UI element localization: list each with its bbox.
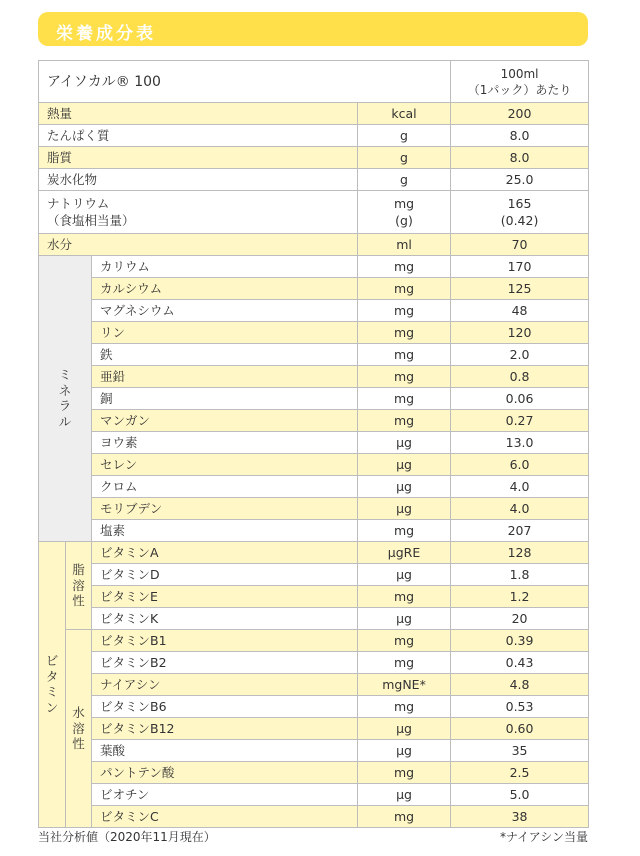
table-row	[39, 696, 589, 718]
nutrient-value: 6.0	[451, 454, 589, 476]
nutrient-unit: μg	[358, 454, 451, 476]
nutrient-value: 165 (0.42)	[451, 191, 589, 234]
nutrient-unit: μg	[358, 564, 451, 586]
nutrient-name: ビタミンC	[92, 806, 358, 828]
nutrient-name: クロム	[92, 476, 358, 498]
nutrient-value: 0.60	[451, 718, 589, 740]
nutrient-value: 1.8	[451, 564, 589, 586]
table-row	[39, 344, 589, 366]
table-row	[39, 740, 589, 762]
nutrient-unit: g	[358, 147, 451, 169]
nutrient-value: 48	[451, 300, 589, 322]
nutrient-name: ビタミンB6	[92, 696, 358, 718]
nutrient-unit: mg	[358, 278, 451, 300]
serving-size: 100ml （1パック）あたり	[451, 61, 589, 103]
nutrient-unit: mg	[358, 630, 451, 652]
nutrient-name: 鉄	[92, 344, 358, 366]
nutrient-name: ナトリウム （食塩相当量）	[39, 191, 358, 234]
section-title: 栄養成分表	[56, 24, 156, 44]
mineral-category: ミネラル	[39, 256, 92, 542]
nutrient-name: セレン	[92, 454, 358, 476]
table-row	[39, 564, 589, 586]
nutrient-unit: mg	[358, 806, 451, 828]
nutrient-unit: mg	[358, 322, 451, 344]
nutrient-name: 熱量	[39, 103, 358, 125]
table-row	[39, 103, 589, 125]
nutrient-name: たんぱく質	[39, 125, 358, 147]
nutrient-unit: mg	[358, 520, 451, 542]
nutrient-unit: mg	[358, 762, 451, 784]
nutrient-name: 銅	[92, 388, 358, 410]
nutrient-unit: μg	[358, 740, 451, 762]
nutrient-name: ヨウ素	[92, 432, 358, 454]
nutrient-value: 200	[451, 103, 589, 125]
nutrient-unit: mg	[358, 410, 451, 432]
nutrient-value: 128	[451, 542, 589, 564]
nutrient-unit: mg	[358, 344, 451, 366]
nutrient-value: 5.0	[451, 784, 589, 806]
table-row	[39, 432, 589, 454]
nutrient-value: 4.0	[451, 476, 589, 498]
table-row	[39, 234, 589, 256]
nutrient-name: ビタミンB2	[92, 652, 358, 674]
table-row	[39, 608, 589, 630]
nutrient-value: 1.2	[451, 586, 589, 608]
table-row	[39, 322, 589, 344]
nutrient-unit: g	[358, 125, 451, 147]
nutrient-value: 125	[451, 278, 589, 300]
table-row	[39, 169, 589, 191]
table-row	[39, 388, 589, 410]
niacin-footnote: *ナイアシン当量	[499, 830, 588, 844]
table-row	[39, 278, 589, 300]
section-header	[38, 12, 588, 46]
nutrient-name: マグネシウム	[92, 300, 358, 322]
nutrient-value: 0.43	[451, 652, 589, 674]
fat-soluble-category: 脂溶性	[66, 542, 92, 630]
nutrient-value: 20	[451, 608, 589, 630]
nutrient-value: 4.0	[451, 498, 589, 520]
vitamin-category: ビタミン	[39, 542, 66, 828]
nutrient-name: 亜鉛	[92, 366, 358, 388]
analysis-note: 当社分析値（2020年11月現在）	[38, 830, 216, 844]
table-row	[39, 125, 589, 147]
nutrient-unit: mg	[358, 652, 451, 674]
nutrient-unit: mgNE*	[358, 674, 451, 696]
nutrient-value: 25.0	[451, 169, 589, 191]
table-row	[39, 300, 589, 322]
table-row	[39, 191, 589, 234]
nutrient-name: パントテン酸	[92, 762, 358, 784]
table-header-row	[39, 61, 589, 103]
nutrient-unit: ml	[358, 234, 451, 256]
table-row	[39, 806, 589, 828]
table-row	[39, 476, 589, 498]
nutrient-name: ビタミンB1	[92, 630, 358, 652]
nutrient-value: 0.06	[451, 388, 589, 410]
nutrient-unit: mg	[358, 388, 451, 410]
nutrient-unit: μg	[358, 608, 451, 630]
nutrient-unit: μg	[358, 718, 451, 740]
nutrient-name: 葉酸	[92, 740, 358, 762]
table-row	[39, 256, 589, 278]
nutrient-value: 0.39	[451, 630, 589, 652]
nutrient-name: ビタミンK	[92, 608, 358, 630]
nutrient-unit: μgRE	[358, 542, 451, 564]
table-row	[39, 498, 589, 520]
nutrient-name: カリウム	[92, 256, 358, 278]
table-row	[39, 410, 589, 432]
nutrient-value: 0.53	[451, 696, 589, 718]
nutrient-value: 35	[451, 740, 589, 762]
nutrient-unit: mg	[358, 256, 451, 278]
nutrient-name: ビタミンE	[92, 586, 358, 608]
nutrient-name: ビタミンB12	[92, 718, 358, 740]
nutrient-name: リン	[92, 322, 358, 344]
nutrient-value: 120	[451, 322, 589, 344]
nutrient-unit: g	[358, 169, 451, 191]
nutrition-table	[38, 60, 589, 828]
nutrient-value: 2.0	[451, 344, 589, 366]
nutrient-name: ビタミンA	[92, 542, 358, 564]
nutrient-value: 70	[451, 234, 589, 256]
nutrient-unit: kcal	[358, 103, 451, 125]
nutrient-name: モリブデン	[92, 498, 358, 520]
nutrient-name: 塩素	[92, 520, 358, 542]
nutrient-name: カルシウム	[92, 278, 358, 300]
table-row	[39, 454, 589, 476]
nutrient-value: 170	[451, 256, 589, 278]
nutrient-unit: mg (g)	[358, 191, 451, 234]
table-row	[39, 366, 589, 388]
table-row	[39, 630, 589, 652]
nutrient-unit: mg	[358, 366, 451, 388]
nutrient-value: 0.27	[451, 410, 589, 432]
table-row	[39, 652, 589, 674]
nutrient-unit: mg	[358, 586, 451, 608]
nutrient-name: ナイアシン	[92, 674, 358, 696]
nutrient-unit: μg	[358, 784, 451, 806]
table-row	[39, 762, 589, 784]
table-row	[39, 586, 589, 608]
nutrient-name: 水分	[39, 234, 358, 256]
nutrient-name: マンガン	[92, 410, 358, 432]
nutrient-value: 207	[451, 520, 589, 542]
nutrient-unit: mg	[358, 300, 451, 322]
nutrient-name: ビタミンD	[92, 564, 358, 586]
nutrient-value: 8.0	[451, 125, 589, 147]
table-row	[39, 520, 589, 542]
table-row	[39, 147, 589, 169]
nutrient-name: ビオチン	[92, 784, 358, 806]
table-row	[39, 542, 589, 564]
nutrient-value: 8.0	[451, 147, 589, 169]
nutrient-unit: mg	[358, 696, 451, 718]
water-soluble-category: 水溶性	[66, 630, 92, 828]
nutrient-name: 脂質	[39, 147, 358, 169]
nutrient-value: 38	[451, 806, 589, 828]
nutrient-name: 炭水化物	[39, 169, 358, 191]
product-name: アイソカル® 100	[39, 61, 451, 103]
nutrient-unit: μg	[358, 432, 451, 454]
nutrient-value: 2.5	[451, 762, 589, 784]
nutrient-value: 0.8	[451, 366, 589, 388]
nutrient-value: 4.8	[451, 674, 589, 696]
nutrient-value: 13.0	[451, 432, 589, 454]
table-row	[39, 674, 589, 696]
table-row	[39, 784, 589, 806]
nutrient-unit: μg	[358, 476, 451, 498]
nutrient-unit: μg	[358, 498, 451, 520]
table-row	[39, 718, 589, 740]
